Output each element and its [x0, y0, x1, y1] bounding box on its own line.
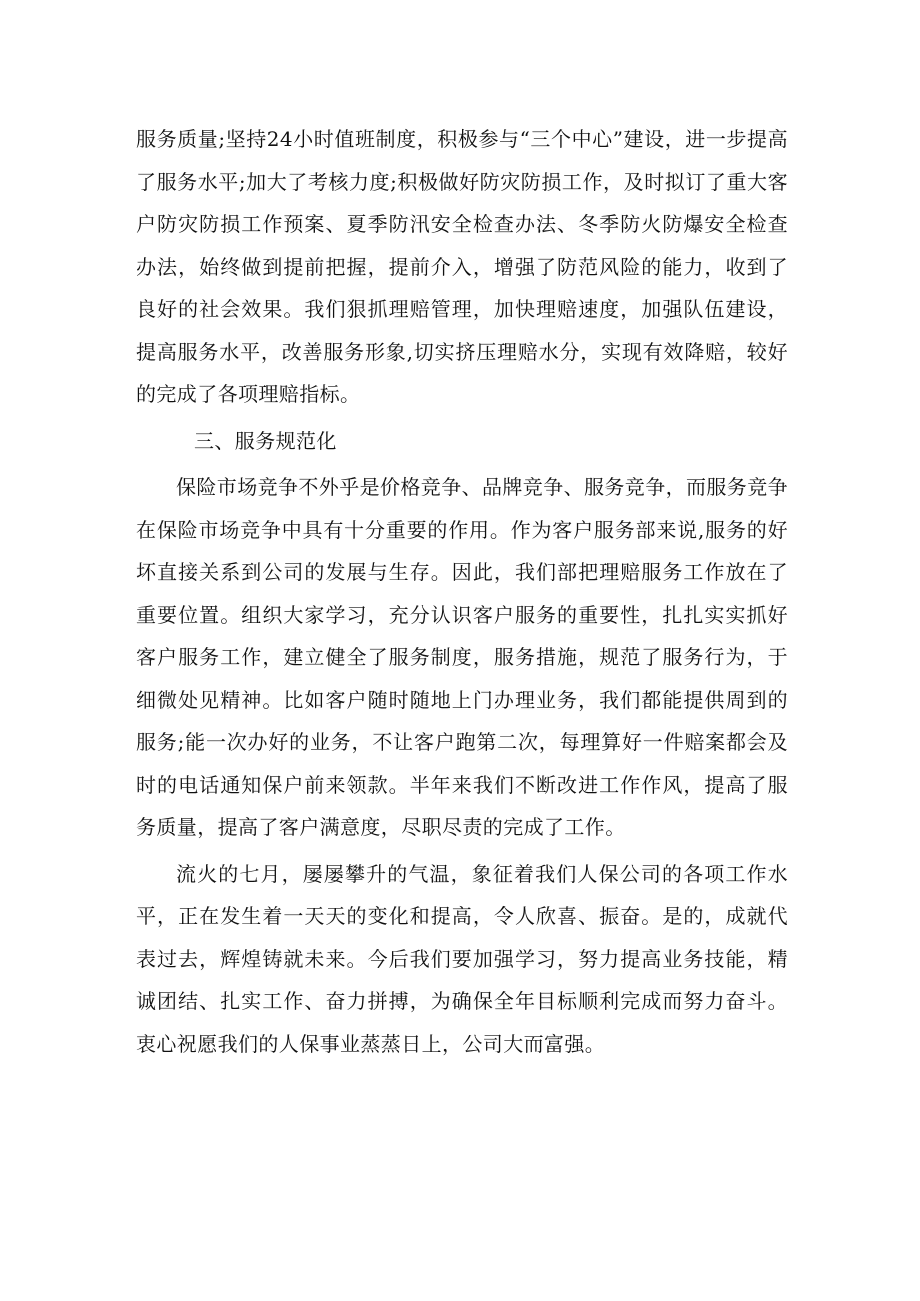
- section-heading-service-standardization: 三、服务规范化: [194, 428, 337, 453]
- paragraph-service-quality: 服务质量;坚持24小时值班制度，积极参与“三个中心”建设，进一步提高了服务水平;加大了考核力度;积极做好防灾防损工作，及时拟订了重大客户防灾防损工作预案、夏季防汛安全检查办法、冬季防火防爆安全检查办法，始终做到提前把握，提前介入，增强了防范风险的能力，收到了良好的社会效果。我们狠抓理赔管理，加快理赔速度，加强队伍建设，提高服务水平，改善服务形象,切实挤压理赔水分，实现有效降赔，较好的完成了各项理赔指标。: [136, 127, 788, 406]
- paragraph-closing-outlook: 流火的七月，屡屡攀升的气温，象征着我们人保公司的各项工作水平，正在发生着一天天的变化和提高，令人欣喜、振奋。是的，成就代表过去，辉煌铸就未来。今后我们要加强学习，努力提高业务技能，精诚团结、扎实工作、奋力拼搏，为确保全年目标顺利完成而努力奋斗。衷心祝愿我们的人保事业蒸蒸日上，公司大而富强。: [136, 861, 788, 1056]
- paragraph-service-competition: 保险市场竞争不外乎是价格竞争、品牌竞争、服务竞争，而服务竞争在保险市场竞争中具有十分重要的作用。作为客户服务部来说,服务的好坏直接关系到公司的发展与生存。因此，我们部把理赔服务工作放在了重要位置。组织大家学习，充分认识客户服务的重要性，扎扎实实抓好客户服务工作，建立健全了服务制度，服务措施，规范了服务行为，于细微处见精神。比如客户随时随地上门办理业务，我们都能提供周到的服务;能一次办好的业务，不让客户跑第二次，每理算好一件赔案都会及时的电话通知保户前来领款。半年来我们不断改进工作作风，提高了服务质量，提高了客户满意度，尽职尽责的完成了工作。: [136, 475, 788, 839]
- document-body: [136, 118, 788, 1065]
